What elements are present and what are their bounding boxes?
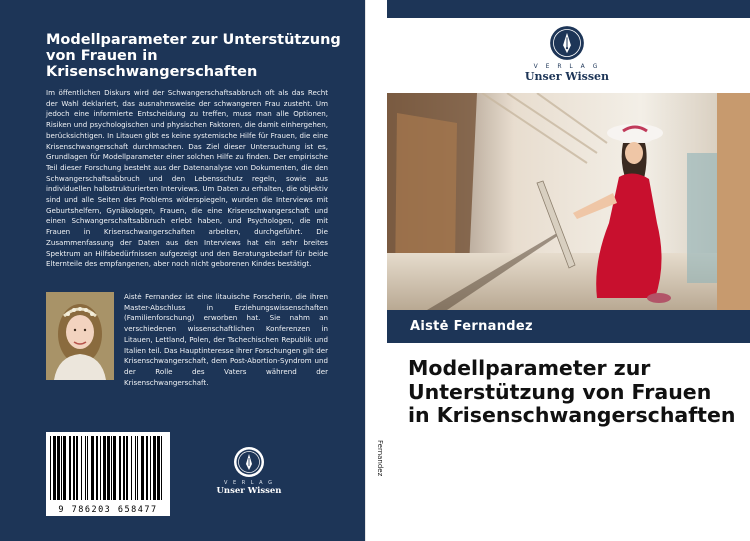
barcode-bar [61,436,62,500]
back-cover-description: Im öffentlichen Diskurs wird der Schwangerschaftsabbruch oft als das Recht der Wahl deklariert, das ausnahmsweise der schwangeren Frau zusteht. Um jedoch eine informierte Entscheidung zu treffen, muss man alle Optionen, Risiken und psychologischen und physischen Faktoren, die damit einhergehen, berücksichtigen. In Litauen gibt es keine systemische Hilfe für Frauen, die eine Krisenschwangerschaft durchmachen. Das Ziel dieser Untersuchung ist es, Grundlagen für Modellparameter einer solchen Hilfe zu finden. Der empirische Teil dieser Forschung besteht aus der Datenanalyse von Dokumenten, die den Schwangerschaftsabbruch und den Lebensschutz regeln, sowie aus individuellen halbstrukturierten Interviews. Um Daten zu erhalten, die objektiv sind und alle Seiten des Problems widerspiegeln, wurden die Interviews mit Geburtshelfern, Gynäkologen, Frauen, die eine Krisenschwangerschaft und einen Schwangerschaftsabbruch erlebt haben, und Psychologen, die mit Frauen in Krisenschwangerschaften arbeiten, durchgeführt. Die Zusammenfassung der Daten aus den Interviews hat ein sehr breites Spektrum an Hilfsbedürfnissen aufgezeigt und den Beratungsbedarf für beide Elternteile des empfangenen, aber noch nicht geborenen Kindes bestätigt. [46,88,328,269]
front-publisher-name: Unser Wissen [524,70,610,83]
barcode-bar [107,436,110,500]
barcode-bar [69,436,71,500]
barcode-bar [153,436,156,500]
barcode-bar [57,436,60,500]
barcode-bar [50,436,51,500]
isbn-number: 9 786203 658477 [58,505,158,515]
back-cover-title: Modellparameter zur Unterstützung von Frauen in Krisenschwangerschaften [46,32,341,80]
barcode-bar [81,436,82,500]
author-photo [46,292,114,380]
barcode-bar [141,436,144,500]
front-author-name: Aistė Fernandez [410,319,533,334]
barcode-bar [137,436,138,500]
cover-photo [387,93,750,310]
front-cover [387,0,750,541]
barcode-bar [103,436,106,500]
barcode-bars [46,432,170,504]
barcode-bar [100,436,101,500]
top-band [387,0,750,18]
spine [365,0,387,541]
barcode-bar [126,436,128,500]
barcode-bar [91,436,94,500]
isbn-barcode [46,432,170,516]
spine-author: Fernandez [376,440,384,477]
back-publisher-logo [214,446,284,496]
barcode-bar [63,436,66,500]
barcode-bar [119,436,121,500]
barcode-bar [87,436,88,500]
back-cover [0,0,365,541]
author-band [387,310,750,343]
barcode-bar [73,436,75,500]
barcode-bar [157,436,160,500]
barcode-bar [113,436,116,500]
barcode-bar [135,436,136,500]
barcode-bar [146,436,148,500]
barcode-bar [76,436,78,500]
front-publisher-verlag: V E R L A G [533,63,601,70]
publisher-seal-icon [233,446,265,478]
barcode-bar [131,436,132,500]
barcode-bar [85,436,86,500]
author-bio: Aistė Fernandez ist eine litauische Forscherin, die ihren Master-Abschluss in Erziehungswissenschaften (Familienforschung) erworben hat. Sie nahm an verschiedenen wissenschaftlichen Konferenzen in Litauen, Lettland, Polen, der Tschechischen Republik und Italien teil. Das Hauptinteresse ihrer Forschungen gilt der Krisenschwangerschaft, dem Post-Abortion-Syndrom und der Rolle des Vaters während der Krisenschwangerschaft. [124,292,328,387]
barcode-bar [123,436,125,500]
front-publisher-logo [517,25,617,83]
back-publisher-verlag: V E R L A G [223,480,275,486]
barcode-bar [161,436,162,500]
barcode-bar [111,436,112,500]
publisher-seal-icon [549,25,585,61]
barcode-bar [53,436,56,500]
barcode-bar [96,436,98,500]
back-publisher-name: Unser Wissen [216,486,282,496]
barcode-bar [150,436,151,500]
front-cover-title: Modellparameter zur Unterstützung von Frauen in Krisenschwangerschaften [408,356,736,427]
